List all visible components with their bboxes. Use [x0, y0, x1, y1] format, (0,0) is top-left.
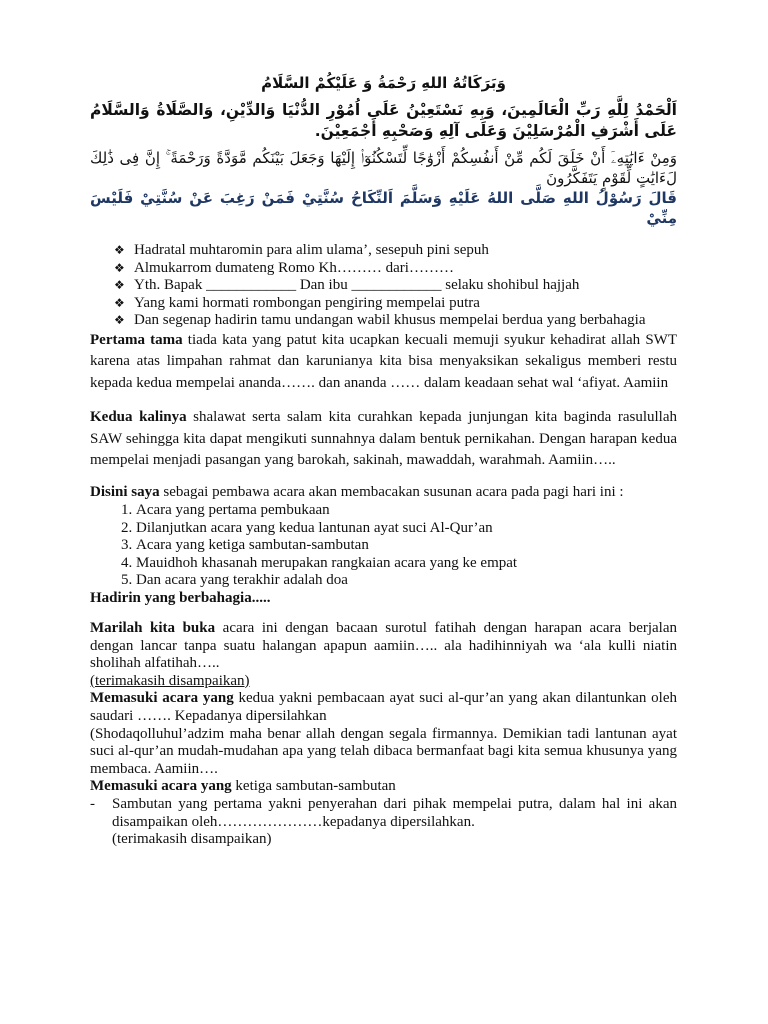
- paragraph-shodaqollah: (Shodaqolluhul’adzim maha benar allah dengan segala firmannya. Demikian tadi lantunan ayat suci al-qur’an mudah-mudahan apa yang telah dibaca bermanfaat bagi kita semua khusunya yang membaca. Aamiin….: [90, 725, 677, 777]
- sambutan-item: [90, 796, 677, 849]
- dash-bullet: -: [90, 796, 95, 813]
- greeting-item: ❖ Yang kami hormati rombongan pengiring mempelai putra: [114, 294, 480, 311]
- diamond-bullet-icon: ❖: [114, 260, 125, 275]
- heading-hadirin: Hadirin yang berbahagia.....: [90, 589, 271, 606]
- greeting-list: [90, 242, 677, 330]
- arabic-hadith: قَالَ رَسُوْلُ اللهِ صَلَّى اللهُ عَلَيْهِ وَسَلَّمَ اَلنِّكَاحُ سُنَّتِيْ فَمَنْ رَغِبَ عَنْ سُنَّتِيْ فَلَيْسَ مِنِّيْ: [90, 189, 677, 227]
- acara-item: 1. Acara yang pertama pembukaan: [136, 502, 677, 520]
- acara-item: 2. Dilanjutkan acara yang kedua lantunan ayat suci Al-Qur’an: [136, 520, 677, 538]
- paragraph-memasuki-ketiga: Memasuki acara yang ketiga sambutan-sambutan: [90, 778, 396, 795]
- sambutan-note: (terimakasih disampaikan): [112, 831, 272, 848]
- diamond-bullet-icon: ❖: [114, 313, 125, 328]
- greeting-item: ❖ Dan segenap hadirin tamu undangan wabil khusus mempelai berdua yang berbahagia: [114, 312, 646, 329]
- note-terimakasih: (terimakasih disampaikan): [90, 672, 250, 689]
- paragraph-disini: Disini saya sebagai pembawa acara akan membacakan susunan acara pada pagi hari ini :: [90, 484, 624, 501]
- paragraph-pertama: Pertama tama tiada kata yang patut kita ucapkan kecuali memuji syukur kehadirat allah SWT karena atas limpahan rahmat dan karunianya kita bisa menyaksikan sekaligus memberi restu kepada kedua mempelai ananda……. dan ananda …… dalam keadaan sehat wal ‘afiyat. Aamiin: [90, 331, 677, 391]
- acara-item: 3. Acara yang ketiga sambutan-sambutan: [136, 537, 677, 555]
- acara-list: [90, 502, 677, 590]
- arabic-ayat: وَمِنْ ءَايَٰتِهِۦٓ أَنْ خَلَقَ لَكُم مِّنْ أَنفُسِكُمْ أَزْوَٰجًا لِّتَسْكُنُوٓا۟ إِلَيْهَا وَجَعَلَ بَيْنَكُم مَّوَدَّةً وَرَحْمَةً ۚ إِنَّ فِى ذَٰلِكَ لَءَايَٰتٍ لِّقَوْمٍ يَتَفَكَّرُونَ: [90, 149, 677, 187]
- diamond-bullet-icon: ❖: [114, 278, 125, 293]
- paragraph-kedua: Kedua kalinya shalawat serta salam kita curahkan kepada junjungan kita baginda rasulullah SAW sehingga kita dapat mengikuti sunnahnya dalam bentuk pernikahan. Dengan harapan kedua mempelai menjadi pasangan yang barokah, sakinah, mawaddah, warahmah. Aamiin…..: [90, 409, 677, 468]
- paragraph-memasuki-kedua: Memasuki acara yang kedua yakni pembacaan ayat suci al-qur’an yang akan dilantunkan oleh saudari ……. Kepadanya dipersilahkan: [90, 690, 677, 725]
- acara-item: 5. Dan acara yang terakhir adalah doa: [136, 572, 677, 590]
- paragraph-marilah: Marilah kita buka acara ini dengan bacaan surotul fatihah dengan harapan acara berjalan dengan lancar tanpa suatu halangan apapun aamiin….. ala hadihinniyah wa ‘ala kulli niatin sholihah alfatihah…..: [90, 620, 678, 672]
- greeting-item: ❖ Almukarrom dumateng Romo Kh……… dari………: [114, 259, 454, 276]
- greeting-item: ❖ Yth. Bapak ____________ Dan ibu ____________ selaku shohibul hajjah: [114, 277, 580, 294]
- sambutan-text: Sambutan yang pertama yakni penyerahan dari pihak mempelai putra, dalam hal ini akan disampaikan oleh…………………kepadanya dipersilahkan.: [112, 796, 677, 830]
- arabic-hamdalah: اَلْحَمْدُ لِلَّهِ رَبِّ الْعَالَمِينَ، وَبِهِ نَسْتَعِيْنُ عَلَى اُمُوْرِ الدُّنْيَا وَالدِّيْنِ، وَالصَّلَاةُ وَالسَّلَامُ عَلَى أَشْرَفِ الْمُرْسَلِيْنَ وَعَلَى آلِهِ وَصَحْبِهِ أَجْمَعِيْنَ.: [90, 101, 677, 140]
- arabic-salam: وَبَرَكَاتُهُ اللهِ رَحْمَةُ وَ عَلَيْكُمْ السَّلَامُ: [261, 74, 506, 92]
- diamond-bullet-icon: ❖: [114, 295, 125, 310]
- acara-item: 4. Mauidhoh khasanah merupakan rangkaian acara yang ke empat: [136, 555, 677, 573]
- greeting-item: ❖ Hadratal muhtaromin para alim ulama’, sesepuh pini sepuh: [114, 242, 489, 258]
- document-page: [90, 72, 677, 849]
- diamond-bullet-icon: ❖: [114, 243, 125, 257]
